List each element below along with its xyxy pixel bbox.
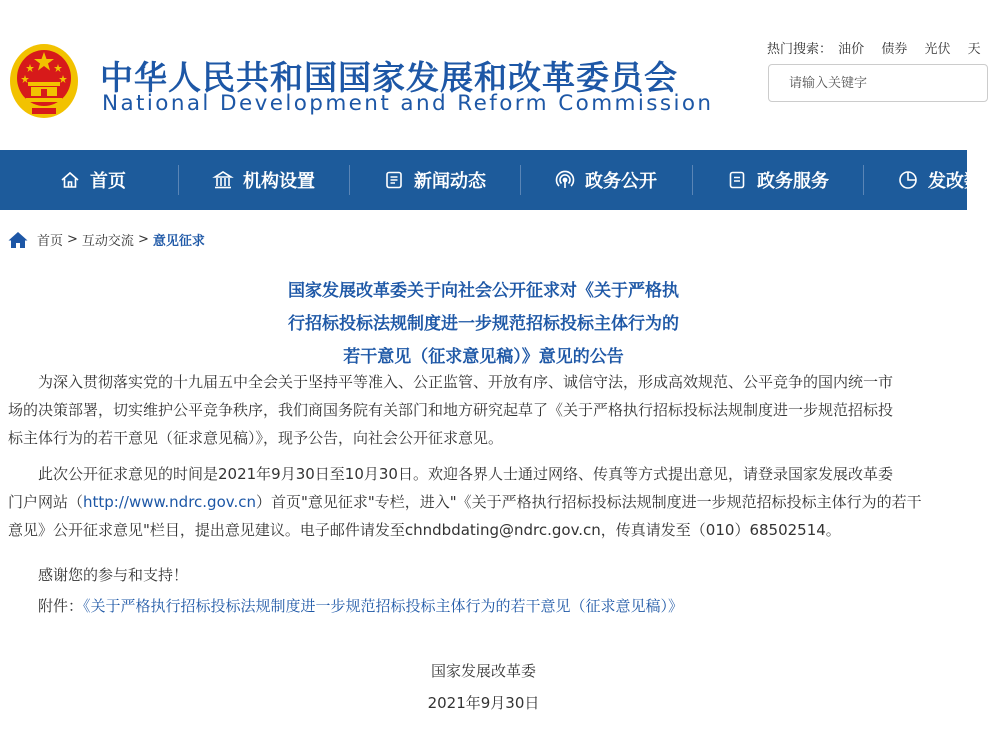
hot-search-item[interactable]: 天 bbox=[967, 42, 981, 57]
nav-item-label: 首页 bbox=[90, 171, 126, 192]
ndrc-website-link[interactable]: http://www.ndrc.gov.cn bbox=[83, 493, 256, 511]
paragraph-text: ）首页"意见征求"专栏，进入"《关于严格执行招标投标法规制度进一步规范招标投标主体行为的若干 bbox=[255, 493, 922, 511]
attachment-link[interactable]: 《关于严格执行招标投标法规制度进一步规范招标投标主体行为的若干意见（征求意见稿）》 bbox=[83, 597, 684, 615]
home-icon bbox=[60, 170, 80, 190]
site-title-chinese: 中华人民共和国国家发展和改革委员会 bbox=[100, 58, 678, 97]
paragraph-line: 为深入贯彻落实党的十九届五中全会关于坚持平等准入、公正监管、开放有序、诚信守法，形成高效规范、公平竞争的国内统一市 bbox=[8, 373, 894, 391]
site-header bbox=[0, 0, 981, 150]
thanks-text: 感谢您的参与和支持！ bbox=[8, 566, 189, 584]
nav-item-label: 政务服务 bbox=[757, 171, 829, 192]
nav-divider bbox=[692, 165, 693, 195]
article-title-line: 国家发展改革委关于向社会公开征求对《关于严格执 bbox=[288, 281, 679, 301]
main-nav bbox=[0, 150, 982, 210]
breadcrumb bbox=[8, 230, 205, 249]
attachment-label: 附件： bbox=[8, 597, 84, 615]
attachment-row bbox=[8, 592, 960, 620]
nav-divider bbox=[520, 165, 521, 195]
nav-item-services[interactable] bbox=[727, 150, 829, 210]
nav-item-label: 发改数 bbox=[928, 171, 982, 192]
nav-item-gov-affairs[interactable] bbox=[555, 150, 657, 210]
article-title-line: 行招标投标法规制度进一步规范招标投标主体行为的 bbox=[288, 314, 679, 334]
hot-search-label: 热门搜索： bbox=[767, 42, 833, 57]
nav-item-label: 机构设置 bbox=[243, 171, 315, 192]
nav-item-data[interactable] bbox=[898, 150, 982, 210]
broadcast-icon bbox=[555, 170, 575, 190]
building-icon bbox=[213, 170, 233, 190]
hot-search-item[interactable]: 光伏 bbox=[924, 42, 951, 57]
nav-item-organization[interactable] bbox=[213, 150, 315, 210]
nav-item-label: 政务公开 bbox=[585, 171, 657, 192]
nav-item-home[interactable] bbox=[60, 150, 126, 210]
site-title-english: National Development and Reform Commission bbox=[102, 91, 714, 116]
paragraph-line: 意见》公开征求意见"栏目，提出意见建议。电子邮件请发至chndbdating@ndrc.gov.cn，传真请发至（010）68502514。 bbox=[8, 521, 841, 539]
paragraph-line: 场的决策部署，切实维护公平竞争秩序，我们商国务院有关部门和地方研究起草了《关于严格执行招标投标法规制度进一步规范招标投 bbox=[8, 401, 894, 419]
breadcrumb-home[interactable]: 首页 bbox=[37, 234, 64, 249]
article-paragraph bbox=[8, 460, 960, 544]
signer: 国家发展改革委 bbox=[430, 662, 536, 680]
paragraph-line: 标主体行为的若干意见（征求意见稿）》，现予公告，向社会公开征求意见。 bbox=[8, 429, 504, 447]
national-emblem-icon[interactable] bbox=[8, 42, 80, 120]
paragraph-text: 门户网站（ bbox=[8, 493, 84, 511]
article-title-line: 若干意见（征求意见稿）》意见的公告 bbox=[343, 347, 624, 367]
breadcrumb-interaction[interactable]: 互动交流 bbox=[81, 234, 134, 249]
nav-divider bbox=[863, 165, 864, 195]
home-icon[interactable] bbox=[8, 231, 28, 249]
nav-divider bbox=[178, 165, 179, 195]
breadcrumb-separator: > bbox=[137, 232, 149, 247]
search-input[interactable] bbox=[768, 64, 988, 102]
nav-divider bbox=[349, 165, 350, 195]
hot-search-item[interactable]: 油价 bbox=[838, 42, 865, 57]
pie-chart-icon bbox=[898, 170, 918, 190]
publish-date: 2021年9月30日 bbox=[427, 694, 540, 712]
paragraph-line bbox=[8, 488, 960, 516]
paragraph-line: 此次公开征求意见的时间是2021年9月30日至10月30日。欢迎各界人士通过网络、传真等方式提出意见，请登录国家发展改革委 bbox=[8, 465, 893, 483]
breadcrumb-current[interactable]: 意见征求 bbox=[152, 234, 205, 249]
attachment-line bbox=[8, 592, 960, 620]
article-paragraph bbox=[8, 368, 960, 452]
nav-item-label: 新闻动态 bbox=[414, 171, 486, 192]
nav-item-news[interactable] bbox=[384, 150, 486, 210]
article-paragraph bbox=[8, 561, 960, 589]
breadcrumb-separator: > bbox=[67, 232, 78, 247]
document-icon bbox=[727, 170, 747, 190]
hot-search bbox=[767, 38, 994, 57]
hot-search-item[interactable]: 债券 bbox=[881, 42, 908, 57]
newspaper-icon bbox=[384, 170, 404, 190]
